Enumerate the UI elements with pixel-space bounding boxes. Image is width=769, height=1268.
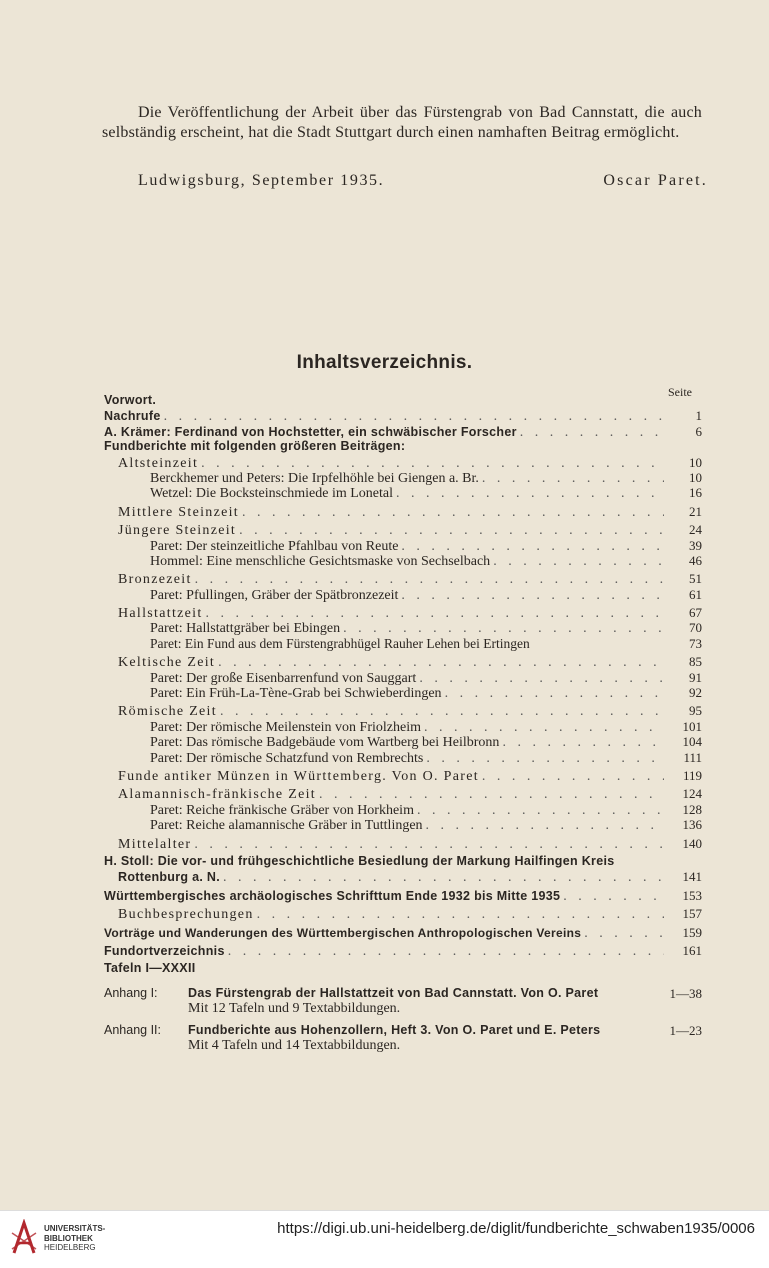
permalink-url[interactable]: https://digi.ub.uni-heidelberg.de/diglit/fundberichte_schwaben1935/0006 — [277, 1220, 755, 1237]
library-logo-text: UNIVERSITÄTS- BIBLIOTHEK HEIDELBERG — [44, 1224, 106, 1252]
toc-entry: Paret: Der römische Schatzfund von Rembrechts . . . 111 — [104, 750, 702, 765]
toc-entry: Paret: Hallstattgräber bei Ebingen . . . 70 — [104, 620, 702, 635]
toc-entry: Paret: Reiche fränkische Gräber von Horkheim . . . 128 — [104, 802, 702, 817]
anhang-entry: Anhang II: Fundberichte aus Hohenzollern, Heft 3. Von O. Paret und E. Peters Mit 4 Tafeln und 14 Textabbildungen. 1—23 — [104, 1022, 702, 1054]
anhang-entry: Anhang I: Das Fürstengrab der Hallstattzeit von Bad Cannstatt. Von O. Paret Mit 12 Tafeln und 9 Textabbildungen. 1—38 — [104, 985, 702, 1017]
toc-entry: Berckhemer und Peters: Die Irpfelhöhle bei Giengen a. Br. . . . 10 — [104, 470, 702, 485]
place-date: Ludwigsburg, September 1935. — [138, 172, 385, 189]
toc-entry: Paret: Das römische Badgebäude vom Wartberg bei Heilbronn . . . 104 — [104, 734, 702, 749]
toc-entry: Fundortverzeichnis . . . 161 — [104, 943, 702, 958]
toc-entry: Altsteinzeit . . . 10 — [104, 455, 702, 470]
toc-entry: Bronzezeit . . . 51 — [104, 571, 702, 586]
author-signature: Oscar Paret. — [603, 172, 708, 189]
toc-entry: Rottenburg a. N. . . . 141 — [104, 869, 702, 884]
toc-entry: Tafeln I—XXXII — [104, 961, 196, 976]
toc-entry: Hallstattzeit . . . 67 — [104, 605, 702, 620]
toc-entry: Jüngere Steinzeit . . . 24 — [104, 522, 702, 537]
toc-entry: Paret: Der große Eisenbarrenfund von Sauggart . . . 91 — [104, 670, 702, 685]
toc-title: Inhaltsverzeichnis. — [296, 352, 473, 373]
toc-entry: Funde antiker Münzen in Württemberg. Von O. Paret . . . 119 — [104, 768, 702, 783]
viewer-footer — [0, 1210, 769, 1268]
toc-entry: Wetzel: Die Bocksteinschmiede im Lonetal . . . 16 — [104, 485, 702, 500]
toc-entry: Paret: Der römische Meilenstein von Friolzheim . . . 101 — [104, 719, 702, 734]
toc-entry: Mittelalter . . . 140 — [104, 836, 702, 851]
toc-entry: Paret: Der steinzeitliche Pfahlbau von Reute . . . 39 — [104, 538, 702, 553]
signature-line — [138, 172, 708, 190]
toc-entry: Buchbesprechungen . . . 157 — [104, 906, 702, 921]
toc-entry: Fundberichte mit folgenden größeren Beiträgen: — [104, 439, 406, 454]
toc-entry: Paret: Ein Fund aus dem Fürstengrabhügel Rauher Lehen bei Ertingen 73 — [150, 635, 702, 651]
table-of-contents — [104, 393, 702, 1054]
toc-entry: Nachrufe . . . 1 — [104, 408, 702, 423]
toc-entry: Württembergisches archäologisches Schrifttum Ende 1932 bis Mitte 1935 . . . 153 — [104, 888, 702, 903]
toc-entry: Römische Zeit . . . 95 — [104, 703, 702, 718]
toc-entry: H. Stoll: Die vor- und frühgeschichtliche Besiedlung der Markung Hailfingen Kreis — [104, 853, 615, 868]
seite-label: Seite — [668, 385, 692, 399]
toc-entry: Paret: Pfullingen, Gräber der Spätbronzezeit . . . 61 — [104, 587, 702, 602]
toc-entry: A. Krämer: Ferdinand von Hochstetter, ein schwäbischer Forscher . . . 6 — [104, 424, 702, 439]
preface-text: Die Veröffentlichung der Arbeit über das Fürstengrab von Bad Cannstatt, die auch selbständig erscheint, hat die Stadt Stuttgart durch einen namhaften Beitrag ermöglicht. — [102, 104, 702, 141]
preface-paragraph — [102, 103, 702, 142]
toc-entry: Paret: Reiche alamannische Gräber in Tuttlingen . . . 136 — [104, 817, 702, 832]
toc-entry: Keltische Zeit . . . 85 — [104, 654, 702, 669]
toc-entry: Alamannisch-fränkische Zeit . . . 124 — [104, 786, 702, 801]
university-library-logo-icon[interactable] — [10, 1219, 38, 1255]
toc-entry: Mittlere Steinzeit . . . 21 — [104, 504, 702, 519]
toc-entry: Vorträge und Wanderungen des Württembergischen Anthropologischen Vereins . . . 159 — [104, 925, 702, 940]
toc-entry: Paret: Ein Früh-La-Tène-Grab bei Schwieberdingen . . . 92 — [104, 685, 702, 700]
toc-entry: Hommel: Eine menschliche Gesichtsmaske von Sechselbach . . . 46 — [104, 553, 702, 568]
toc-entry: Vorwort. — [104, 393, 157, 407]
